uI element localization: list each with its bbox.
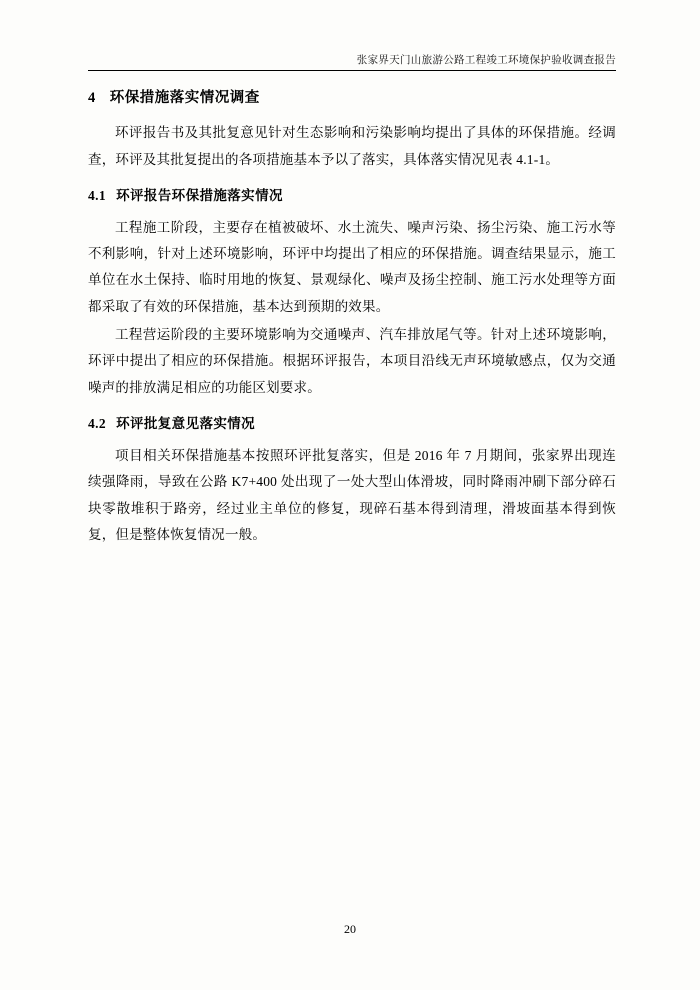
section-heading-4 xyxy=(88,88,616,108)
section-number-4-2: 4.2 xyxy=(88,416,107,431)
section-title-4-2: 环评批复意见落实情况 xyxy=(116,416,256,431)
section-number-4-1: 4.1 xyxy=(88,187,107,203)
section-title-4-1: 环评报告环保措施落实情况 xyxy=(116,187,283,203)
document-body xyxy=(88,88,616,550)
section-title-4: 环保措施落实情况调查 xyxy=(109,90,260,106)
paragraph-4-1-1: 工程施工阶段，主要存在植被破坏、水土流失、噪声污染、扬尘污染、施工污水等不利影响，针对上述环境影响，环评中均提出了相应的环保措施。调查结果显示，施工单位在水土保持、临时用地的恢复、景观绿化、噪声及扬尘控制、施工污水处理等方面都采取了有效的环保措施，基本达到预期的效果。 xyxy=(88,219,616,314)
section-number-4: 4 xyxy=(88,90,96,106)
page-header: 张家界天门山旅游公路工程竣工环境保护验收调查报告 xyxy=(356,55,616,66)
header-divider xyxy=(88,70,616,71)
paragraph-4-1-2: 工程营运阶段的主要环境影响为交通噪声、汽车排放尾气等。针对上述环境影响，环评中提出了相应的环保措施。根据环评报告，本项目沿线无声环境敏感点，仅为交通噪声的排放满足相应的功能区划要求。 xyxy=(88,327,616,395)
section-heading-4-2 xyxy=(88,415,616,434)
section-heading-4-1 xyxy=(88,187,616,206)
paragraph-4-1: 环评报告书及其批复意见针对生态影响和污染影响均提出了具体的环保措施。经调查，环评及其批复提出的各项措施基本予以了落实，具体落实情况见表 4.1-1。 xyxy=(88,125,616,167)
page-number: 20 xyxy=(344,922,356,936)
paragraph-4-2-1: 项目相关环保措施基本按照环评批复落实，但是 2016 年 7 月期间，张家界出现连续强降雨，导致在公路 K7+400 处出现了一处大型山体滑坡，同时降雨冲刷下部分碎石块零散堆积于路旁，经过业主单位的修复，现碎石基本得到清理，滑坡面基本得到恢复，但是整体恢复情况一般。 xyxy=(88,447,616,542)
